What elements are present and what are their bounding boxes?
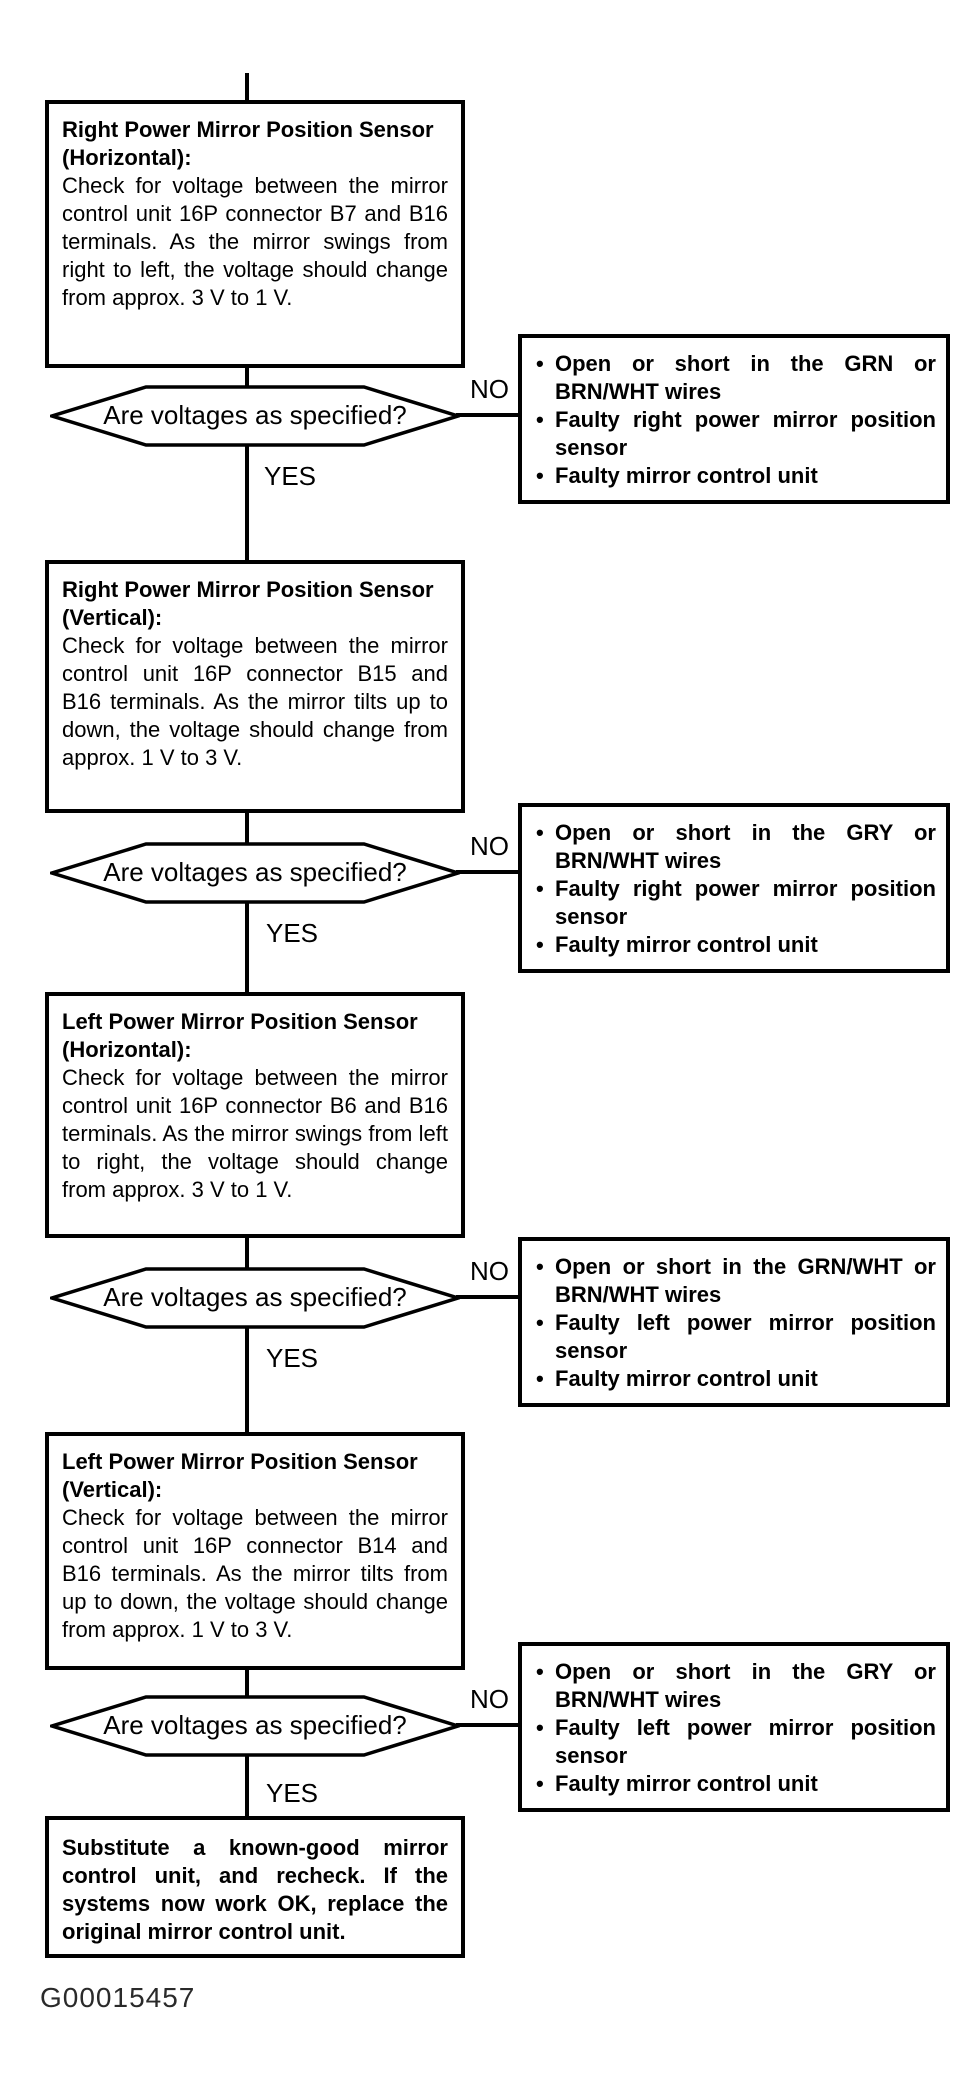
process-box-left-vertical bbox=[45, 1432, 465, 1670]
no-result-item: • Faulty left power mirror position sensor bbox=[534, 1309, 936, 1365]
final-action-box: Substitute a known-good mirror control unit, and recheck. If the systems now work OK, replace the original mirror control unit. bbox=[45, 1816, 465, 1958]
process-body: Check for voltage between the mirror control unit 16P connector B7 and B16 terminals. As the mirror swings from right to left, the voltage should change from approx. 3 V to 1 V. bbox=[62, 173, 448, 310]
no-result-item: • Open or short in the GRY or BRN/WHT wires bbox=[534, 819, 936, 875]
connector-line bbox=[245, 1668, 249, 1697]
yes-label: YES bbox=[266, 918, 319, 948]
process-box-right-vertical bbox=[45, 560, 465, 813]
decision-question: Are voltages as specified? bbox=[103, 399, 407, 430]
no-result-item: • Faulty right power mirror position sensor bbox=[534, 875, 936, 931]
process-body: Check for voltage between the mirror control unit 16P connector B14 and B16 terminals. As the mirror tilts from up to down, the voltage should change from approx. 1 V to 3 V. bbox=[62, 1505, 448, 1642]
no-label: NO bbox=[470, 1256, 509, 1286]
process-title: Right Power Mirror Position Sensor (Horizontal): bbox=[62, 117, 434, 170]
process-box-right-horizontal bbox=[45, 100, 465, 368]
connector-line-no bbox=[456, 870, 518, 874]
connector-line bbox=[245, 1327, 249, 1434]
no-result-item: • Faulty right power mirror position sensor bbox=[534, 406, 936, 462]
yes-label: YES bbox=[266, 1343, 319, 1373]
no-label: NO bbox=[470, 374, 509, 404]
no-result-item: • Faulty mirror control unit bbox=[534, 462, 936, 490]
figure-code: G00015457 bbox=[40, 1982, 196, 2013]
no-label: NO bbox=[470, 831, 509, 861]
process-body: Check for voltage between the mirror control unit 16P connector B15 and B16 terminals. As the mirror tilts up to down, the voltage should change from approx. 1 V to 3 V. bbox=[62, 633, 448, 770]
no-result-item: • Open or short in the GRN or BRN/WHT wires bbox=[534, 350, 936, 406]
connector-line-no bbox=[456, 1295, 518, 1299]
decision-question: Are voltages as specified? bbox=[103, 856, 407, 887]
connector-line bbox=[245, 1755, 249, 1818]
process-title: Right Power Mirror Position Sensor (Vertical): bbox=[62, 577, 434, 630]
connector-line bbox=[245, 1236, 249, 1269]
connector-line bbox=[245, 73, 249, 102]
no-result-box bbox=[518, 334, 950, 504]
decision-hexagon bbox=[50, 842, 460, 904]
no-result-item: • Faulty mirror control unit bbox=[534, 1365, 936, 1393]
no-result-item: • Faulty mirror control unit bbox=[534, 931, 936, 959]
connector-line-no bbox=[456, 413, 518, 417]
no-result-item: • Open or short in the GRN/WHT or BRN/WHT wires bbox=[534, 1253, 936, 1309]
process-box-left-horizontal bbox=[45, 992, 465, 1238]
no-result-box bbox=[518, 803, 950, 973]
no-result-item: • Faulty left power mirror position sensor bbox=[534, 1714, 936, 1770]
no-label: NO bbox=[470, 1684, 509, 1714]
no-result-box bbox=[518, 1642, 950, 1812]
decision-hexagon bbox=[50, 385, 460, 447]
decision-question: Are voltages as specified? bbox=[103, 1281, 407, 1312]
connector-line bbox=[245, 813, 249, 844]
no-result-item: • Faulty mirror control unit bbox=[534, 1770, 936, 1798]
connector-line-no bbox=[456, 1723, 518, 1727]
connector-line bbox=[245, 902, 249, 994]
yes-label: YES bbox=[264, 461, 317, 491]
connector-line bbox=[245, 445, 249, 562]
decision-hexagon bbox=[50, 1267, 460, 1329]
no-result-box bbox=[518, 1237, 950, 1407]
connector-line bbox=[245, 366, 249, 387]
decision-question: Are voltages as specified? bbox=[103, 1709, 407, 1740]
process-title: Left Power Mirror Position Sensor (Horizontal): bbox=[62, 1009, 418, 1062]
decision-hexagon bbox=[50, 1695, 460, 1757]
yes-label: YES bbox=[266, 1778, 319, 1808]
process-body: Check for voltage between the mirror control unit 16P connector B6 and B16 terminals. As the mirror swings from left to right, the voltage should change from approx. 3 V to 1 V. bbox=[62, 1065, 448, 1202]
no-result-item: • Open or short in the GRY or BRN/WHT wires bbox=[534, 1658, 936, 1714]
process-title: Left Power Mirror Position Sensor (Vertical): bbox=[62, 1449, 418, 1502]
